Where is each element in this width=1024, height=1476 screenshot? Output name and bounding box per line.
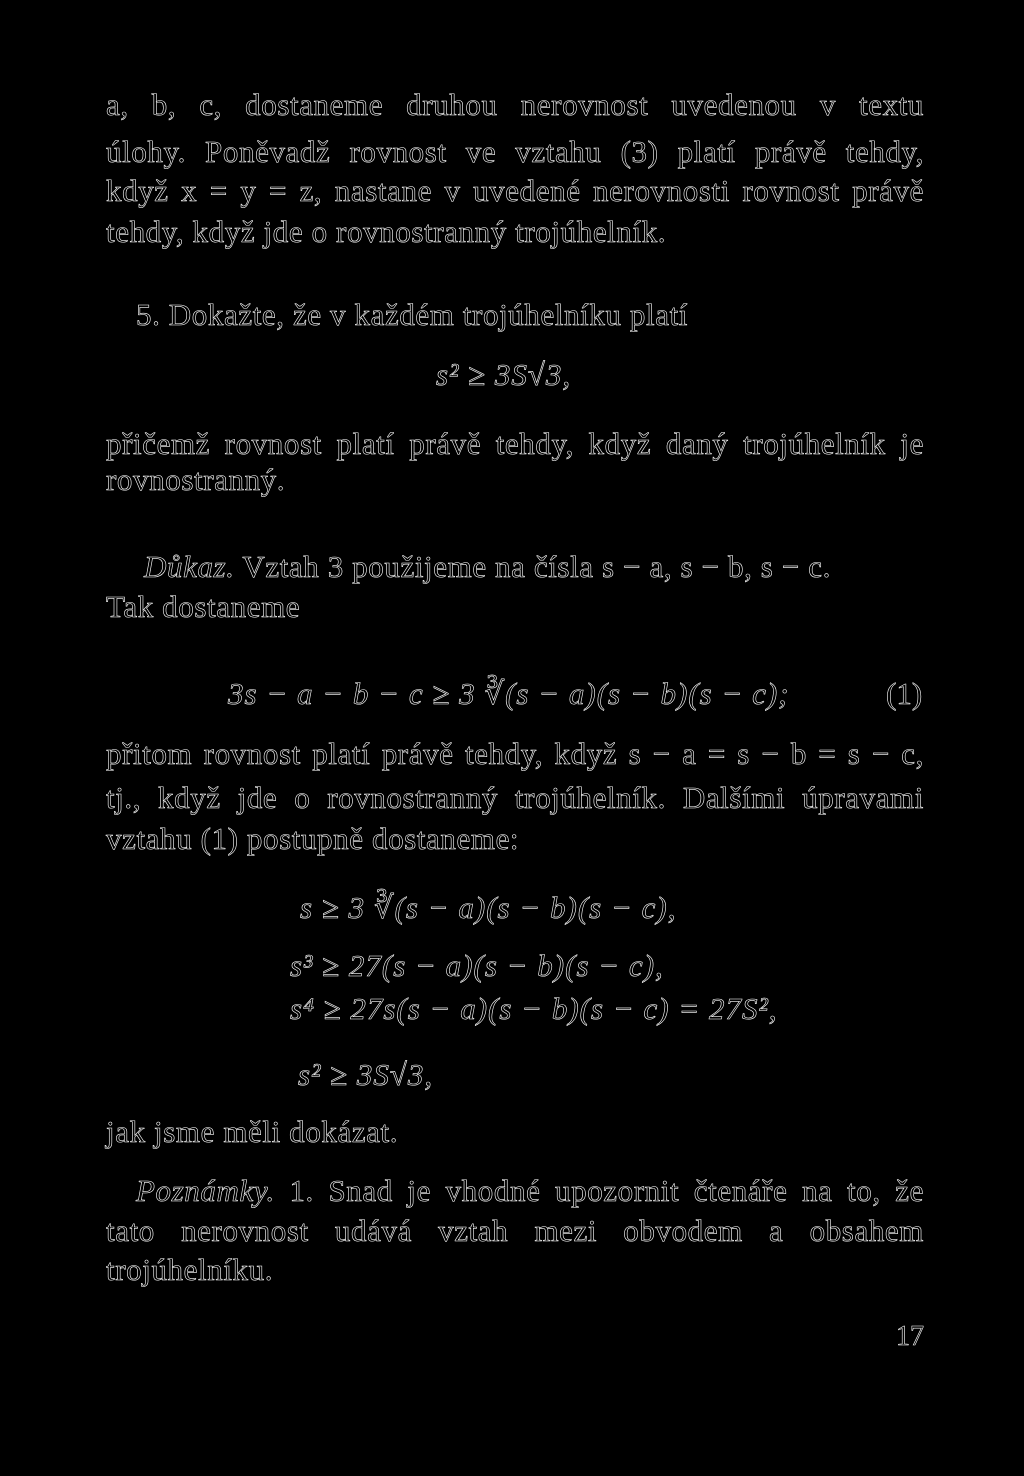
text-line: když x = y = z, nastane v uvedené nerovnosti rovnost právě [106,173,924,208]
equation-1: 3s − a − b − c ≥ 3 ∛(s − a)(s − b)(s − c); [228,676,790,711]
derivation-step: s ≥ 3 ∛(s − a)(s − b)(s − c), [300,890,677,925]
text-line: rovnostranný. [106,462,286,497]
text-line: tj., když jde o rovnostranný trojúhelník. Dalšími úpravami [106,780,924,815]
conclusion: jak jsme měli dokázat. [106,1114,399,1149]
text-line: trojúhelníku. [106,1252,274,1287]
equation-number: (1) [886,676,923,711]
notes-label: Poznámky. [136,1173,275,1208]
text-line: tato nerovnost udává vztah mezi obvodem a obsahem [106,1213,924,1248]
main-inequality: s² ≥ 3S√3, [436,357,572,392]
page-number: 17 [896,1321,924,1352]
text-line: úlohy. Poněvadž rovnost ve vztahu (3) platí právě tehdy, [106,134,924,169]
text-line: tehdy, když jde o rovnostranný trojúhelník. [106,214,667,249]
problem-statement: 5. Dokažte, že v každém trojúhelníku platí [136,297,689,332]
text-line: vztahu (1) postupně dostaneme: [106,821,520,856]
proof-line [144,548,831,586]
derivation-step: s⁴ ≥ 27s(s − a)(s − b)(s − c) = 27S², [290,991,778,1026]
proof-text: Vztah 3 použijeme na čísla s − a, s − b, s − c. [242,549,831,584]
notes-text: 1. Snad je vhodné upozornit čtenáře na to, že [289,1173,924,1208]
text-line: a, b, c, dostaneme druhou nerovnost uvedenou v textu [106,87,924,122]
derivation-step: s³ ≥ 27(s − a)(s − b)(s − c), [290,948,664,983]
text-line: přitom rovnost platí právě tehdy, když s − a = s − b = s − c, [106,736,924,771]
notes-line [136,1172,924,1210]
text-line: Tak dostaneme [106,589,301,624]
derivation-step: s² ≥ 3S√3, [298,1057,434,1092]
proof-label: Důkaz. [144,549,235,584]
text-line: přičemž rovnost platí právě tehdy, když daný trojúhelník je [106,426,924,461]
